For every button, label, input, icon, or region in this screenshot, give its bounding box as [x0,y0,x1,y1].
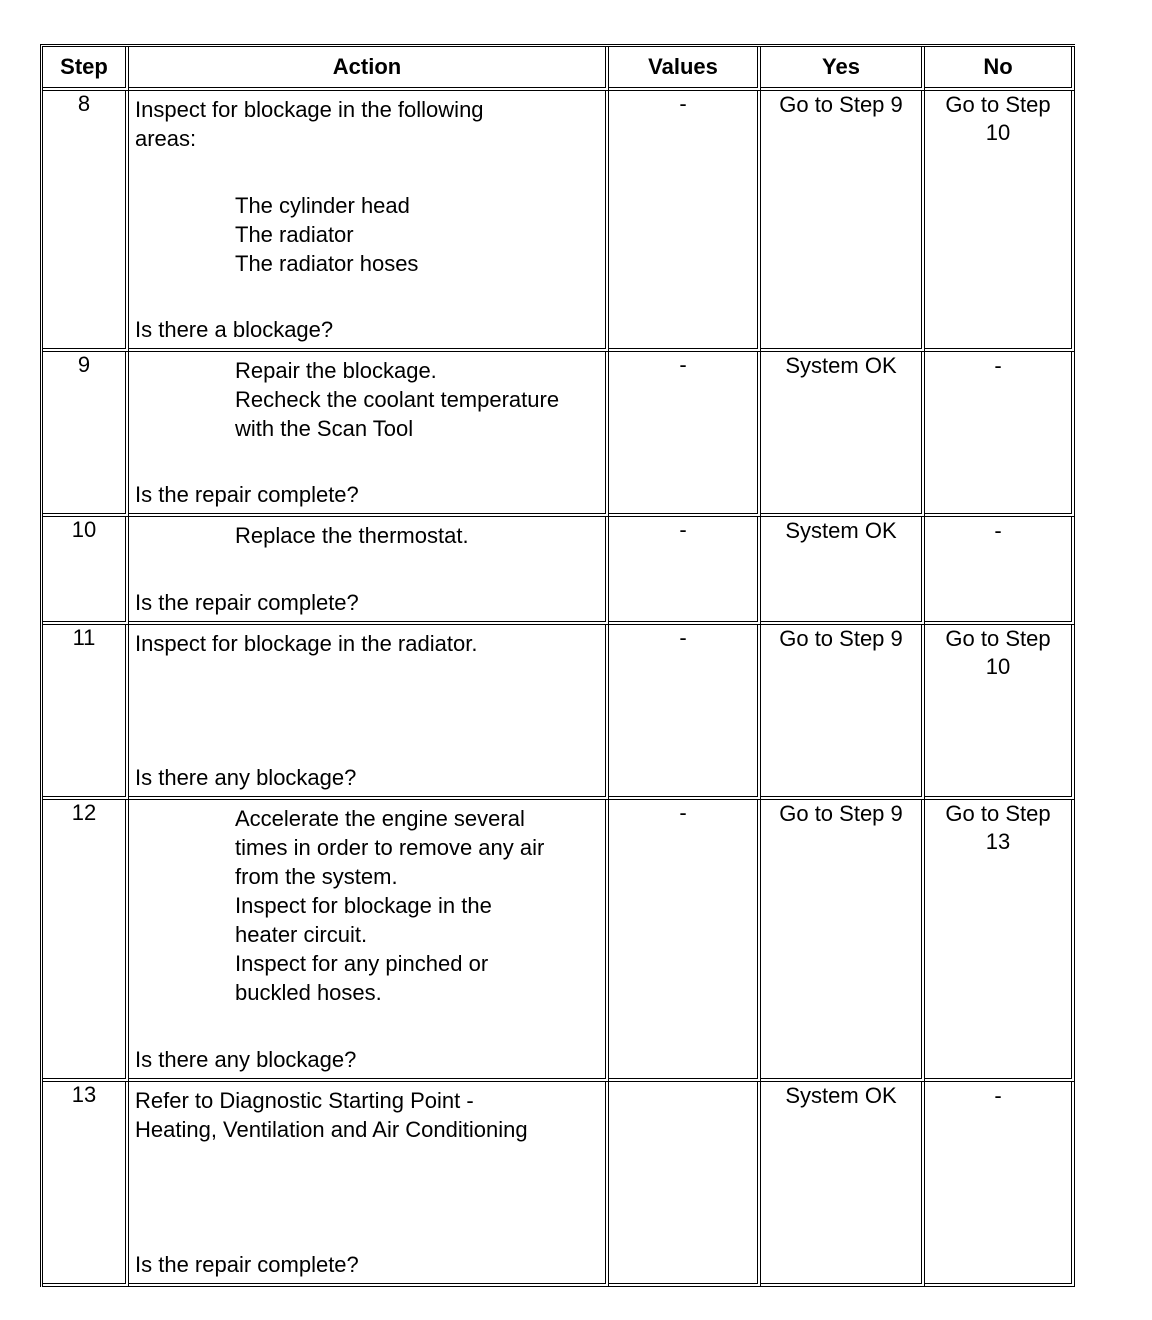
step-number: 8 [43,91,129,352]
yes-cell: Go to Step 9 [761,800,925,1082]
step-number: 9 [43,352,129,517]
action-line: areas: [135,126,197,151]
action-line: buckled hoses. [235,980,382,1005]
table-row [43,517,1075,625]
action-question: Is there any blockage? [135,1047,357,1072]
action-line: Recheck the coolant temperature [235,387,560,412]
action-intro [135,629,601,658]
action-line: Inspect for blockage in the radiator. [135,631,478,656]
table-row [43,625,1075,800]
action-line: Replace the thermostat. [235,523,469,548]
action-line: Inspect for blockage in the [235,893,492,918]
header-values: Values [609,47,761,91]
no-line: - [994,353,1002,378]
header-no: No [925,47,1075,91]
no-line: - [994,518,1002,543]
table-row [43,800,1075,1082]
action-question: Is the repair complete? [135,590,359,615]
values-cell [609,1082,761,1287]
action-cell [129,1082,609,1287]
no-line: - [994,1083,1002,1108]
action-line: from the system. [235,864,398,889]
step-number: 12 [43,800,129,1082]
action-cell [129,517,609,625]
action-line: The radiator [235,222,354,247]
values-cell: - [609,352,761,517]
no-line: 13 [985,829,1011,854]
action-bullets [135,804,601,1007]
values-cell: - [609,517,761,625]
action-bullets [135,191,601,278]
action-bullets [135,356,601,443]
yes-cell: Go to Step 9 [761,91,925,352]
action-intro [135,1086,601,1144]
action-question: Is the repair complete? [135,482,359,507]
action-line: Inspect for blockage in the following [135,97,484,122]
action-intro [135,95,601,153]
no-cell [925,517,1075,625]
action-cell [129,625,609,800]
step-number: 10 [43,517,129,625]
action-question: Is the repair complete? [135,1252,359,1277]
no-line: 10 [985,654,1011,679]
header-action: Action [129,47,609,91]
action-line: Inspect for any pinched or [235,951,489,976]
yes-cell: System OK [761,517,925,625]
yes-cell: Go to Step 9 [761,625,925,800]
action-line: The radiator hoses [235,251,419,276]
step-number: 13 [43,1082,129,1287]
values-cell: - [609,800,761,1082]
no-line: Go to Step [945,801,1051,826]
yes-cell: System OK [761,352,925,517]
action-line: Refer to Diagnostic Starting Point - [135,1088,474,1113]
values-cell: - [609,91,761,352]
action-line: with the Scan Tool [235,416,414,441]
header-row [43,47,1075,91]
no-cell [925,625,1075,800]
action-question: Is there a blockage? [135,317,334,342]
no-cell [925,1082,1075,1287]
action-line: times in order to remove any air [235,835,545,860]
diagnostic-table-sheet [40,44,1072,1287]
no-line: Go to Step [945,626,1051,651]
action-question: Is there any blockage? [135,765,357,790]
yes-cell: System OK [761,1082,925,1287]
action-cell [129,800,609,1082]
table-row [43,91,1075,352]
header-yes: Yes [761,47,925,91]
table-row [43,1082,1075,1287]
no-line: 10 [985,120,1011,145]
step-number: 11 [43,625,129,800]
no-cell [925,352,1075,517]
values-cell: - [609,625,761,800]
action-cell [129,352,609,517]
action-line: Accelerate the engine several [235,806,525,831]
action-line: Repair the blockage. [235,358,437,383]
no-cell [925,91,1075,352]
no-line: Go to Step [945,92,1051,117]
action-bullets [135,521,601,550]
no-cell [925,800,1075,1082]
header-step: Step [43,47,129,91]
action-line: heater circuit. [235,922,368,947]
action-line: The cylinder head [235,193,410,218]
action-line: Heating, Ventilation and Air Conditioning [135,1117,528,1142]
diagnostic-table [40,44,1075,1287]
action-cell [129,91,609,352]
table-row [43,352,1075,517]
